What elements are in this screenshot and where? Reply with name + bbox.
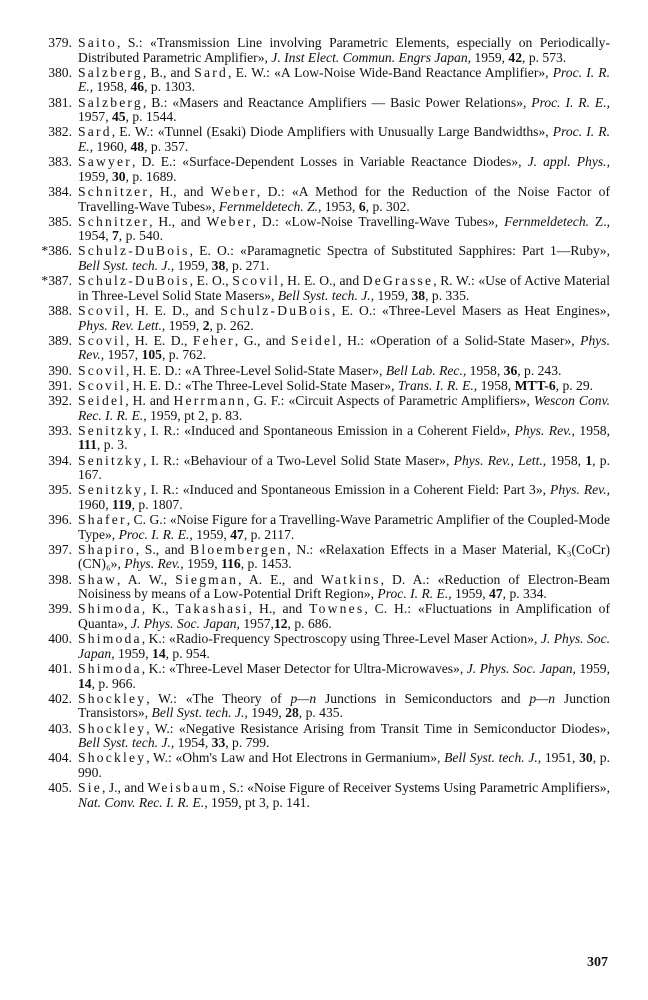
- reference-number: 390.: [48, 362, 72, 378]
- reference-fragment: 1959,: [78, 168, 112, 184]
- author-name: Watkins: [320, 571, 381, 587]
- volume-number: 2: [202, 317, 210, 333]
- author-name: Scovil: [78, 332, 126, 348]
- reference-number: *386.: [41, 243, 72, 259]
- journal-title: Phys. Rev., Lett.,: [453, 452, 547, 468]
- reference-entry: [30, 36, 610, 65]
- journal-title: Phys. Rev.,: [124, 556, 184, 572]
- author-name: Shimoda: [78, 601, 142, 617]
- reference-fragment: 1958,: [93, 79, 131, 95]
- reference-number: 404.: [48, 750, 72, 766]
- reference-number: 383.: [48, 154, 72, 170]
- volume-number: 38: [211, 258, 226, 274]
- reference-fragment: , W.: «Ohm's Law and Hot Electrons in Germanium»,: [146, 750, 445, 766]
- journal-title: J. Phys. Soc. Japan,: [130, 616, 240, 632]
- volume-number: 14: [152, 645, 166, 661]
- reference-fragment: , p. 29.: [555, 377, 594, 393]
- reference-fragment: 1958,: [477, 377, 515, 393]
- reference-fragment: , H. E. D., and: [125, 303, 221, 319]
- reference-fragment: , p. 1453.: [240, 556, 292, 572]
- volume-number: 30: [579, 750, 593, 766]
- reference-number: 400.: [48, 631, 72, 647]
- reference-fragment: , H. E. O., and: [280, 273, 363, 289]
- reference-fragment: , p. 262.: [209, 317, 254, 333]
- reference-entry: [30, 632, 610, 661]
- reference-fragment: , N.: «Relaxation Effects in a Maser Material, K₃(CoCr) (CN)₆»,: [78, 541, 610, 572]
- journal-title: Proc. I. R. E.,: [377, 586, 452, 602]
- reference-entry: [30, 244, 610, 273]
- reference-entry: [30, 185, 610, 214]
- author-name: Siegman: [175, 571, 239, 587]
- reference-fragment: , A. E., and: [238, 571, 321, 587]
- reference-fragment: , p. 762.: [161, 347, 207, 363]
- author-name: Weber: [206, 213, 253, 229]
- author-name: Schulz-DuBois: [78, 243, 190, 259]
- reference-fragment: 1957,: [78, 109, 112, 125]
- author-name: DeGrasse: [362, 273, 434, 289]
- volume-number: 47: [230, 526, 244, 542]
- reference-number: 396.: [48, 512, 72, 528]
- reference-fragment: , S., and: [135, 541, 191, 557]
- reference-number: 391.: [48, 377, 72, 393]
- author-name: Sie: [78, 780, 102, 796]
- reference-fragment: , J., and: [101, 780, 148, 796]
- volume-number: 47: [489, 586, 503, 602]
- reference-fragment: , H., and: [149, 183, 211, 199]
- author-name: Shockley: [78, 750, 147, 766]
- reference-number: 388.: [48, 303, 72, 319]
- reference-fragment: , p. 243.: [517, 362, 562, 378]
- reference-fragment: , D. A.: «Reduction of Electron-Beam Noisiness by means of a Low-Potential Drift Region»,: [78, 571, 611, 602]
- reference-fragment: , D.: «Low-Noise Travelling-Wave Tubes»,: [252, 213, 505, 229]
- reference-entry: [30, 96, 610, 125]
- volume-number: 33: [211, 735, 226, 751]
- reference-text: [78, 35, 610, 65]
- reference-fragment: , C. H.: «Fluctuations in Amplification of Quanta»,: [78, 601, 610, 632]
- volume-number: 12: [273, 616, 288, 632]
- reference-text: [78, 154, 610, 184]
- author-name: Weisbaum: [147, 780, 223, 796]
- journal-title: Bell Lab. Rec.,: [385, 362, 467, 378]
- author-name: Senitzky: [78, 422, 144, 438]
- journal-title: J. Phys. Soc. Japan,: [78, 631, 610, 661]
- journal-title: Proc. I. R. E.,: [78, 64, 610, 95]
- reference-entry: [30, 125, 610, 154]
- reference-fragment: , B., and: [142, 64, 195, 80]
- reference-entry: [30, 334, 610, 363]
- author-name: Scovil: [232, 273, 281, 289]
- journal-title: J. appl. Phys.,: [527, 154, 610, 170]
- reference-fragment: 1951,: [541, 750, 580, 766]
- journal-title: Fernmeldetech.: [504, 213, 590, 229]
- journal-title: Proc. I. R. E.,: [531, 94, 610, 110]
- reference-fragment: , S.: «Transmission Line involving Parametric Elements, especially on Periodically-Distributed Parametric Amplifier»,: [78, 35, 610, 65]
- reference-fragment: , p. 966.: [91, 675, 136, 691]
- author-name: Scovil: [78, 303, 126, 319]
- page-number: 307: [587, 955, 608, 970]
- reference-text: [78, 214, 610, 244]
- reference-number: 399.: [48, 601, 72, 617]
- reference-text: [78, 363, 561, 378]
- author-name: Bloembergen: [190, 541, 288, 557]
- reference-fragment: , H.: «Operation of a Solid-State Maser»,: [338, 332, 581, 348]
- reference-number: 405.: [48, 780, 72, 796]
- reference-number: 382.: [48, 124, 72, 140]
- reference-text: [78, 721, 610, 751]
- volume-number: 38: [411, 287, 426, 303]
- reference-fragment: 1959,: [192, 526, 231, 542]
- reference-fragment: 1959,: [374, 287, 412, 303]
- volume-number: 105: [141, 347, 162, 363]
- reference-fragment: , R. W.: «Use of Active Material in Three-Level Solid State Masers»,: [78, 273, 610, 303]
- reference-fragment: , S.: «Noise Figure of Receiver Systems Using Parametric Amplifiers»,: [222, 780, 610, 796]
- reference-fragment: , E. O.,: [189, 273, 233, 289]
- reference-fragment: Junctions in Semiconductors and: [316, 690, 530, 706]
- reference-entry: [30, 513, 610, 542]
- reference-text: [78, 273, 610, 303]
- reference-fragment: , H. and: [125, 392, 174, 408]
- reference-text: [78, 572, 610, 602]
- reference-fragment: 1957,: [104, 347, 142, 363]
- reference-entry: [30, 692, 610, 721]
- reference-entry: [30, 394, 610, 423]
- author-name: Shockley: [78, 720, 147, 736]
- reference-entry: [30, 602, 610, 631]
- volume-number: 1: [585, 452, 593, 468]
- reference-entry: [30, 543, 610, 572]
- reference-number: 381.: [48, 94, 72, 110]
- author-name: Schnitzer: [78, 183, 150, 199]
- volume-number: 7: [111, 228, 119, 244]
- reference-fragment: , A. W.,: [117, 571, 176, 587]
- reference-fragment: , p. 335.: [425, 287, 470, 303]
- journal-title: Phys. Rev.,: [78, 332, 610, 363]
- reference-fragment: , p. 573.: [522, 49, 567, 65]
- reference-text: [78, 482, 610, 512]
- reference-text: [78, 124, 610, 154]
- journal-title: p—n: [529, 690, 556, 706]
- reference-fragment: , p. 540.: [118, 228, 163, 244]
- volume-number: 28: [285, 705, 299, 721]
- volume-number: 116: [221, 556, 241, 572]
- reference-fragment: , p. 686.: [287, 616, 332, 632]
- reference-number: 398.: [48, 571, 72, 587]
- reference-fragment: , H. E. D.,: [125, 332, 193, 348]
- reference-text: [78, 303, 610, 333]
- reference-entry: [30, 364, 610, 379]
- reference-number: *387.: [41, 273, 72, 289]
- reference-fragment: 1958,: [574, 422, 611, 438]
- author-name: Townes: [309, 601, 365, 617]
- reference-number: 380.: [48, 64, 72, 80]
- reference-fragment: , W.: «Negative Resistance Arising from Transit Time in Semiconductor Diodes»,: [146, 720, 610, 736]
- reference-number: 392.: [48, 392, 72, 408]
- reference-entry: [30, 304, 610, 333]
- reference-fragment: , K.,: [141, 601, 176, 617]
- reference-number: 397.: [48, 541, 72, 557]
- reference-fragment: 1949,: [247, 705, 286, 721]
- reference-fragment: , I. R.: «Behaviour of a Two-Level Solid State Maser»,: [143, 452, 454, 468]
- author-name: Weber: [210, 183, 257, 199]
- author-name: Schnitzer: [78, 213, 150, 229]
- reference-text: [78, 691, 610, 721]
- reference-entry: [30, 424, 610, 453]
- reference-fragment: , p. 1689.: [125, 168, 177, 184]
- reference-fragment: 1958,: [466, 362, 504, 378]
- reference-list: [30, 36, 610, 811]
- reference-text: [78, 95, 610, 125]
- reference-entry: [30, 155, 610, 184]
- reference-fragment: , D.: «A Method for the Reduction of the Noise Factor of Travelling-Wave Tubes»,: [78, 183, 610, 214]
- reference-fragment: , C. G.: «Noise Figure for a Travelling-Wave Parametric Amplifier of the Coupled-Mode Type»,: [78, 512, 610, 542]
- author-name: Shockley: [78, 690, 147, 706]
- reference-number: 384.: [48, 183, 72, 199]
- reference-text: [78, 512, 610, 542]
- reference-number: 393.: [48, 422, 72, 438]
- volume-number: 111: [78, 437, 97, 453]
- reference-fragment: , K.: «Three-Level Maser Detector for Ultra-Microwaves»,: [141, 661, 467, 676]
- reference-entry: [30, 66, 610, 95]
- author-name: Schulz-DuBois: [220, 303, 332, 319]
- reference-entry: [30, 781, 610, 810]
- reference-fragment: , H., and: [248, 601, 310, 617]
- volume-number: 46: [130, 79, 145, 95]
- reference-fragment: 1960,: [93, 138, 131, 154]
- journal-title: Bell Syst. tech. J.,: [78, 258, 175, 274]
- journal-title: Proc. I. R. E.,: [78, 124, 610, 154]
- author-name: Seidel: [290, 332, 339, 348]
- reference-fragment: 1959, pt 3, p. 141.: [207, 794, 310, 810]
- reference-fragment: , D. E.: «Surface-Dependent Losses in Variable Reactance Diodes»,: [131, 154, 528, 170]
- author-name: Salzberg: [78, 64, 143, 80]
- reference-fragment: , W.: «The Theory of: [146, 690, 291, 706]
- reference-number: 379.: [48, 35, 72, 50]
- reference-fragment: , H. E. D.: «The Three-Level Solid-State Maser»,: [125, 377, 398, 393]
- author-name: Shimoda: [78, 631, 142, 647]
- reference-fragment: , p. 271.: [225, 258, 270, 274]
- journal-title: Bell Syst. tech. J.,: [277, 287, 375, 303]
- reference-fragment: , p. 990.: [78, 750, 610, 780]
- reference-fragment: , H., and: [149, 213, 207, 229]
- reference-fragment: , p. 799.: [225, 735, 270, 751]
- author-name: Shimoda: [78, 661, 142, 676]
- author-name: Scovil: [78, 377, 126, 393]
- reference-text: [78, 601, 610, 631]
- reference-text: [78, 453, 610, 483]
- volume-number: 14: [78, 675, 92, 691]
- reference-fragment: 1959,: [174, 258, 212, 274]
- reference-entry: [30, 751, 610, 780]
- journal-title: Bell Syst. tech. J.,: [78, 735, 175, 751]
- reference-text: [78, 780, 610, 810]
- volume-number: 30: [111, 168, 126, 184]
- reference-fragment: , p. 435.: [298, 705, 343, 721]
- reference-fragment: , E. O.: «Three-Level Masers as Heat Engines»,: [331, 303, 610, 319]
- author-name: Sard: [194, 64, 229, 80]
- reference-fragment: , K.: «Radio-Frequency Spectroscopy using Three-Level Maser Action»,: [141, 631, 541, 647]
- reference-text: [78, 750, 610, 780]
- reference-fragment: , p. 302.: [365, 198, 410, 214]
- reference-text: [78, 393, 610, 423]
- reference-fragment: , p. 954.: [165, 645, 210, 661]
- journal-title: J. Inst Elect. Commun. Engrs Japan,: [271, 49, 472, 65]
- reference-fragment: 1959,: [183, 556, 222, 572]
- reference-fragment: , E. O.: «Paramagnetic Spectra of Substituted Sapphires: Part 1—Ruby»,: [189, 243, 610, 259]
- author-name: Takashasi: [175, 601, 249, 617]
- journal-title: Phys. Rev. Lett.,: [78, 317, 166, 333]
- reference-number: 395.: [48, 482, 72, 498]
- reference-text: [78, 661, 610, 691]
- reference-fragment: , p. 1303.: [144, 79, 196, 95]
- reference-entry: [30, 573, 610, 602]
- reference-number: 401.: [48, 661, 72, 676]
- reference-fragment: , p. 1807.: [131, 496, 183, 512]
- journal-title: Wescon Conv. Rec. I. R. E.,: [78, 392, 610, 423]
- reference-fragment: , E. W.: «Tunnel (Esaki) Diode Amplifiers with Unusually Large Bandwidths»,: [111, 124, 553, 140]
- reference-number: 389.: [48, 332, 72, 348]
- reference-fragment: , I. R.: «Induced and Spontaneous Emission in a Coherent Field»,: [143, 422, 515, 438]
- reference-fragment: 1959,: [575, 661, 610, 676]
- journal-title: Bell Syst. tech. J.,: [444, 750, 542, 766]
- journal-title: p—n: [290, 690, 317, 706]
- reference-entry: [30, 662, 610, 691]
- reference-text: [78, 542, 610, 572]
- journal-title: Trans. I. R. E.,: [397, 377, 478, 393]
- reference-entry: [30, 379, 610, 394]
- author-name: Senitzky: [78, 482, 144, 498]
- author-name: Scovil: [78, 362, 126, 378]
- volume-number: 119: [111, 496, 132, 512]
- volume-number: MTT-6: [514, 377, 556, 393]
- reference-entry: [30, 274, 610, 303]
- journal-title: Phys. Rev.,: [550, 482, 610, 498]
- author-name: Saito: [78, 35, 117, 50]
- volume-number: 42: [508, 49, 523, 65]
- reference-fragment: 1957,: [239, 616, 274, 632]
- reference-text: [78, 378, 593, 393]
- reference-fragment: , H. E. D.: «A Three-Level Solid-State Maser»,: [125, 362, 386, 378]
- journal-title: Nat. Conv. Rec. I. R. E.,: [78, 794, 208, 810]
- reference-entry: [30, 215, 610, 244]
- author-name: Shapiro: [78, 541, 136, 557]
- reference-fragment: 1953,: [321, 198, 359, 214]
- reference-fragment: 1959, pt 2, p. 83.: [146, 407, 243, 423]
- reference-text: [78, 243, 610, 273]
- reference-number: 385.: [48, 213, 72, 229]
- journal-title: Fernmeldetech. Z.,: [218, 198, 322, 214]
- journal-title: Bell Syst. tech. J.,: [151, 705, 248, 721]
- reference-fragment: 1959,: [114, 645, 153, 661]
- reference-fragment: , p. 3.: [96, 437, 128, 453]
- reference-fragment: , G. F.: «Circuit Aspects of Parametric Amplifiers»,: [246, 392, 534, 408]
- reference-fragment: , p. 167.: [78, 452, 610, 483]
- reference-text: [78, 65, 610, 95]
- author-name: Shafer: [78, 512, 127, 528]
- reference-fragment: 1959,: [471, 49, 509, 65]
- author-name: Salzberg: [78, 94, 143, 110]
- reference-fragment: , p. 1544.: [125, 109, 177, 125]
- reference-fragment: 1959,: [451, 586, 490, 602]
- volume-number: 6: [358, 198, 366, 214]
- reference-fragment: , G., and: [234, 332, 291, 348]
- volume-number: 45: [111, 109, 126, 125]
- reference-fragment: 1958,: [546, 452, 586, 468]
- author-name: Sard: [78, 124, 112, 140]
- author-name: Senitzky: [78, 452, 144, 468]
- reference-fragment: , E. W.: «A Low-Noise Wide-Band Reactance Amplifier»,: [228, 64, 553, 80]
- reference-text: [78, 631, 610, 661]
- volume-number: 48: [130, 138, 145, 154]
- reference-fragment: , p. 357.: [144, 138, 189, 154]
- reference-number: 403.: [48, 720, 72, 736]
- volume-number: 36: [503, 362, 518, 378]
- reference-entry: [30, 454, 610, 483]
- reference-number: 402.: [48, 690, 72, 706]
- reference-fragment: 1954,: [174, 735, 212, 751]
- reference-fragment: , p. 334.: [502, 586, 547, 602]
- author-name: Schulz-DuBois: [78, 273, 190, 289]
- reference-fragment: Junction Transistors»,: [78, 690, 610, 721]
- reference-entry: [30, 722, 610, 751]
- reference-text: [78, 184, 610, 214]
- reference-number: 394.: [48, 452, 72, 468]
- journal-title: J. Phys. Soc. Japan,: [466, 661, 576, 676]
- reference-fragment: , I. R.: «Induced and Spontaneous Emission in a Coherent Field: Part 3»,: [143, 482, 551, 498]
- author-name: Feher: [192, 332, 235, 348]
- reference-fragment: 1960,: [78, 496, 112, 512]
- reference-fragment: Z., 1954,: [78, 213, 611, 244]
- author-name: Sawyer: [78, 154, 132, 170]
- reference-fragment: , p. 2117.: [243, 526, 295, 542]
- author-name: Herrmann: [173, 392, 247, 408]
- journal-title: Phys. Rev.,: [514, 422, 575, 438]
- reference-fragment: 1959,: [165, 317, 203, 333]
- author-name: Seidel: [78, 392, 126, 408]
- journal-title: Proc. I. R. E.,: [118, 526, 193, 542]
- author-name: Shaw: [78, 571, 118, 587]
- reference-fragment: , B.: «Masers and Reactance Amplifiers — Basic Power Relations»,: [142, 94, 532, 110]
- reference-text: [78, 423, 610, 453]
- reference-entry: [30, 483, 610, 512]
- reference-text: [78, 333, 610, 363]
